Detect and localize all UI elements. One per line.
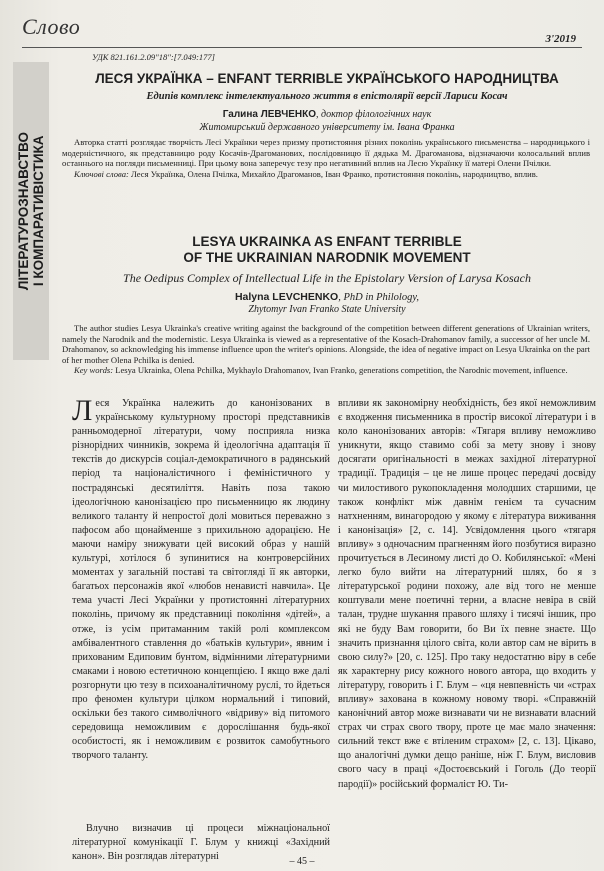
keywords-label-ua: Ключові слова: — [74, 169, 129, 179]
keywords-label-en: Key words: — [74, 365, 114, 375]
journal-logo: Слово — [22, 14, 81, 39]
author-line-en — [62, 291, 592, 303]
page-number: – 45 – — [289, 856, 315, 867]
author-degree-en: , PhD in Philology, — [338, 292, 420, 303]
drop-cap: Л — [72, 394, 93, 427]
abstract-en: The author studies Lesya Ukrainka's creative writing against the background of the competition between different generations of Ukrainian writers, namely the Narodnik and the modernistic. Lesya Ukrainka is viewed as a representative of the Kosach-Drahomanov family, a successor of her uncle M. Drahomanov, so acknowledging his immense influence upon the writer's opinions. Alongside, the idea of negative impact on Lesya Ukrainka on the part of her mother Olena Pchilka is denied. — [62, 323, 590, 365]
section-label-text: ЛІТЕРАТУРОЗНАВСТВО І КОМПАРАТИВІСТИКА — [16, 131, 46, 291]
body-column-right: впливи як закономірну необхідність, без якої неможливим є входження письменника в простір високої літератури і в коло канонізованих авторів: «Тягаря впливу неможливо уникнути, якщо ставимо собі за мету знову і знову досягати оригінальності в межах західної літературної традиції. Традиція – це не лише процес передачі досвіду чи милостивого рукопокладення молодших старшими, це також конфлікт між давнім генієм та сучасним натхненням, винагородою у якому є література виживання і канонізація» [2, с. 14]. Усвідомлення цього «тягаря впливу» з одночасним прагненням його позбутися виразно прочитується в Лесиному листі до О. Кобилянської: «Мені легко було вийти на літературний шлях, бо я з літературської родини похожу, але від того не менше коштували мене поетичні терни, а власне невіра в свій талан, трудне шукання правого шляху і тисячі іншик, про які не буду Вам говорити, бо Ви їх певне знаєте. Що значить признання цілого світа, коли автор сам не вірить в свою силу?» [20, с. 125]. Про таку недостатню віру в себе як характерну рису кожного нового автора, що входить у літературу, говорить і Г. Блум – «ця невпевність чи «страх впливу» захована в кожному новому творі. «Справжній канонічний автор може визнавати чи не визнавати власний страх чи страх свого твору, проте це має мало значення: сильний текст вже є втіленим страхом» [2, с. 13]. Цікаво, що аналогічні думки дещо раніше, ніж Г. Блум, висловив свого часу в праці «Достоєвський і Гоголь (До теорії пародії)» російський формаліст Ю. Ти- — [338, 398, 596, 790]
keywords-list-en: Lesya Ukrainka, Olena Pchilka, Mykhaylo Drahomanov, Ivan Franko, generations competition, the Narodnic movement, influence. — [113, 365, 568, 375]
article-title-ua: ЛЕСЯ УКРАЇНКА – ENFANT TERRIBLE УКРАЇНСЬКОГО НАРОДНИЦТВА — [95, 71, 559, 86]
keywords-list-ua: Леся Українка, Олена Пчілка, Михайло Драгоманов, Іван Франко, протистояння поколінь, народництво, вплив. — [128, 169, 538, 179]
body-column-left — [72, 394, 330, 763]
author-name-ua: Галина ЛЕВЧЕНКО — [222, 109, 317, 120]
keywords-ua — [62, 169, 590, 180]
article-subtitle-ua: Едипів комплекс інтелектуального життя в епістолярії версії Лариси Косач — [146, 91, 508, 102]
affiliation-ua: Житомирський державного університету ім. Івана Франка — [199, 122, 455, 133]
body-paragraph-2: Влучно визначив ці процеси міжнаціональної літературної комунікації Г. Блум у книжці «Західний канон». Він розглядав літературні — [72, 823, 330, 863]
author-name-en: Halyna LEVCHENKO — [234, 291, 339, 303]
header-divider — [22, 47, 582, 48]
udk-code: УДК 821.161.2.09"18":[7.049:177] — [92, 52, 215, 62]
article-subtitle-en: The Oedipus Complex of Intellectual Life in the Epistolary Version of Larysa Kosach — [123, 271, 531, 285]
author-degree-ua: , доктор філологічних наук — [316, 109, 432, 120]
section-label — [13, 62, 49, 360]
body-paragraph-1: еся Українка належить до канонізованих в українському культурному просторі представників ранньомодерної літератури, чому посприяла низка різнорідних чинників, зокрема й ідеологічна адаптація її текстів до дискурсів соціал-демократичного в радянський період та націоналістичного і феміністичного у пострадянські десятиліття. Навіть поза такою ідеологічною канонізацією про письменницю як людину великого таланту й непростої долі мовиться переважно з пафосом або щонайменше з прихильною адорацією. Не маючи наміру знижувати цей високий образ у нашій культурі, хотілося б зупинитися на контроверсійних моментах у загальній поставі та світогляді її як авторки, багатьох персонажів якої «любов ненависті навчила». Це тема участі Лесі Українки у протистоянні літературних поколінь, причому як представниці покоління «дітей», а отже, із усім притаманним такій ролі комплексом амбівалентного ставлення до «батьків культури», явним і прихованим Едиповим бунтом, відмінними літературними смаками і новою естетичною концепцією. І якщо вже далі розгорнути цю тезу в психоаналітичному руслі, то йдеться про феномен культури цілком нормальний і типовий, оскільки без такого символічного «відриву» від питомого середовища неможливим є дорослішання будь-якої особистості, як і неможливим є розвиток самобутнього творчого таланту. — [72, 398, 330, 762]
issue-number: 3'2019 — [545, 33, 576, 45]
keywords-en — [62, 365, 590, 376]
author-line-ua — [62, 109, 592, 120]
affiliation-en: Zhytomyr Ivan Franko State University — [248, 304, 406, 315]
article-title-en: LESYA UKRAINKA AS ENFANT TERRIBLE OF THE UKRAINIAN NARODNIK MOVEMENT — [183, 234, 471, 265]
abstract-ua: Авторка статті розглядає творчість Лесі Українки через призму протистояння різних поколінь українського письменства – народницького і модерністичного, як представницю роду Косачів-Драгоманових, послідовницю її дядька М. Драгоманова, відзначаючи колосальний вплив останнього на погляди письменниці. При цьому вона заперечує тезу про негативний вплив на Лесю Українку її матері Олени Пчілки. — [62, 137, 590, 169]
